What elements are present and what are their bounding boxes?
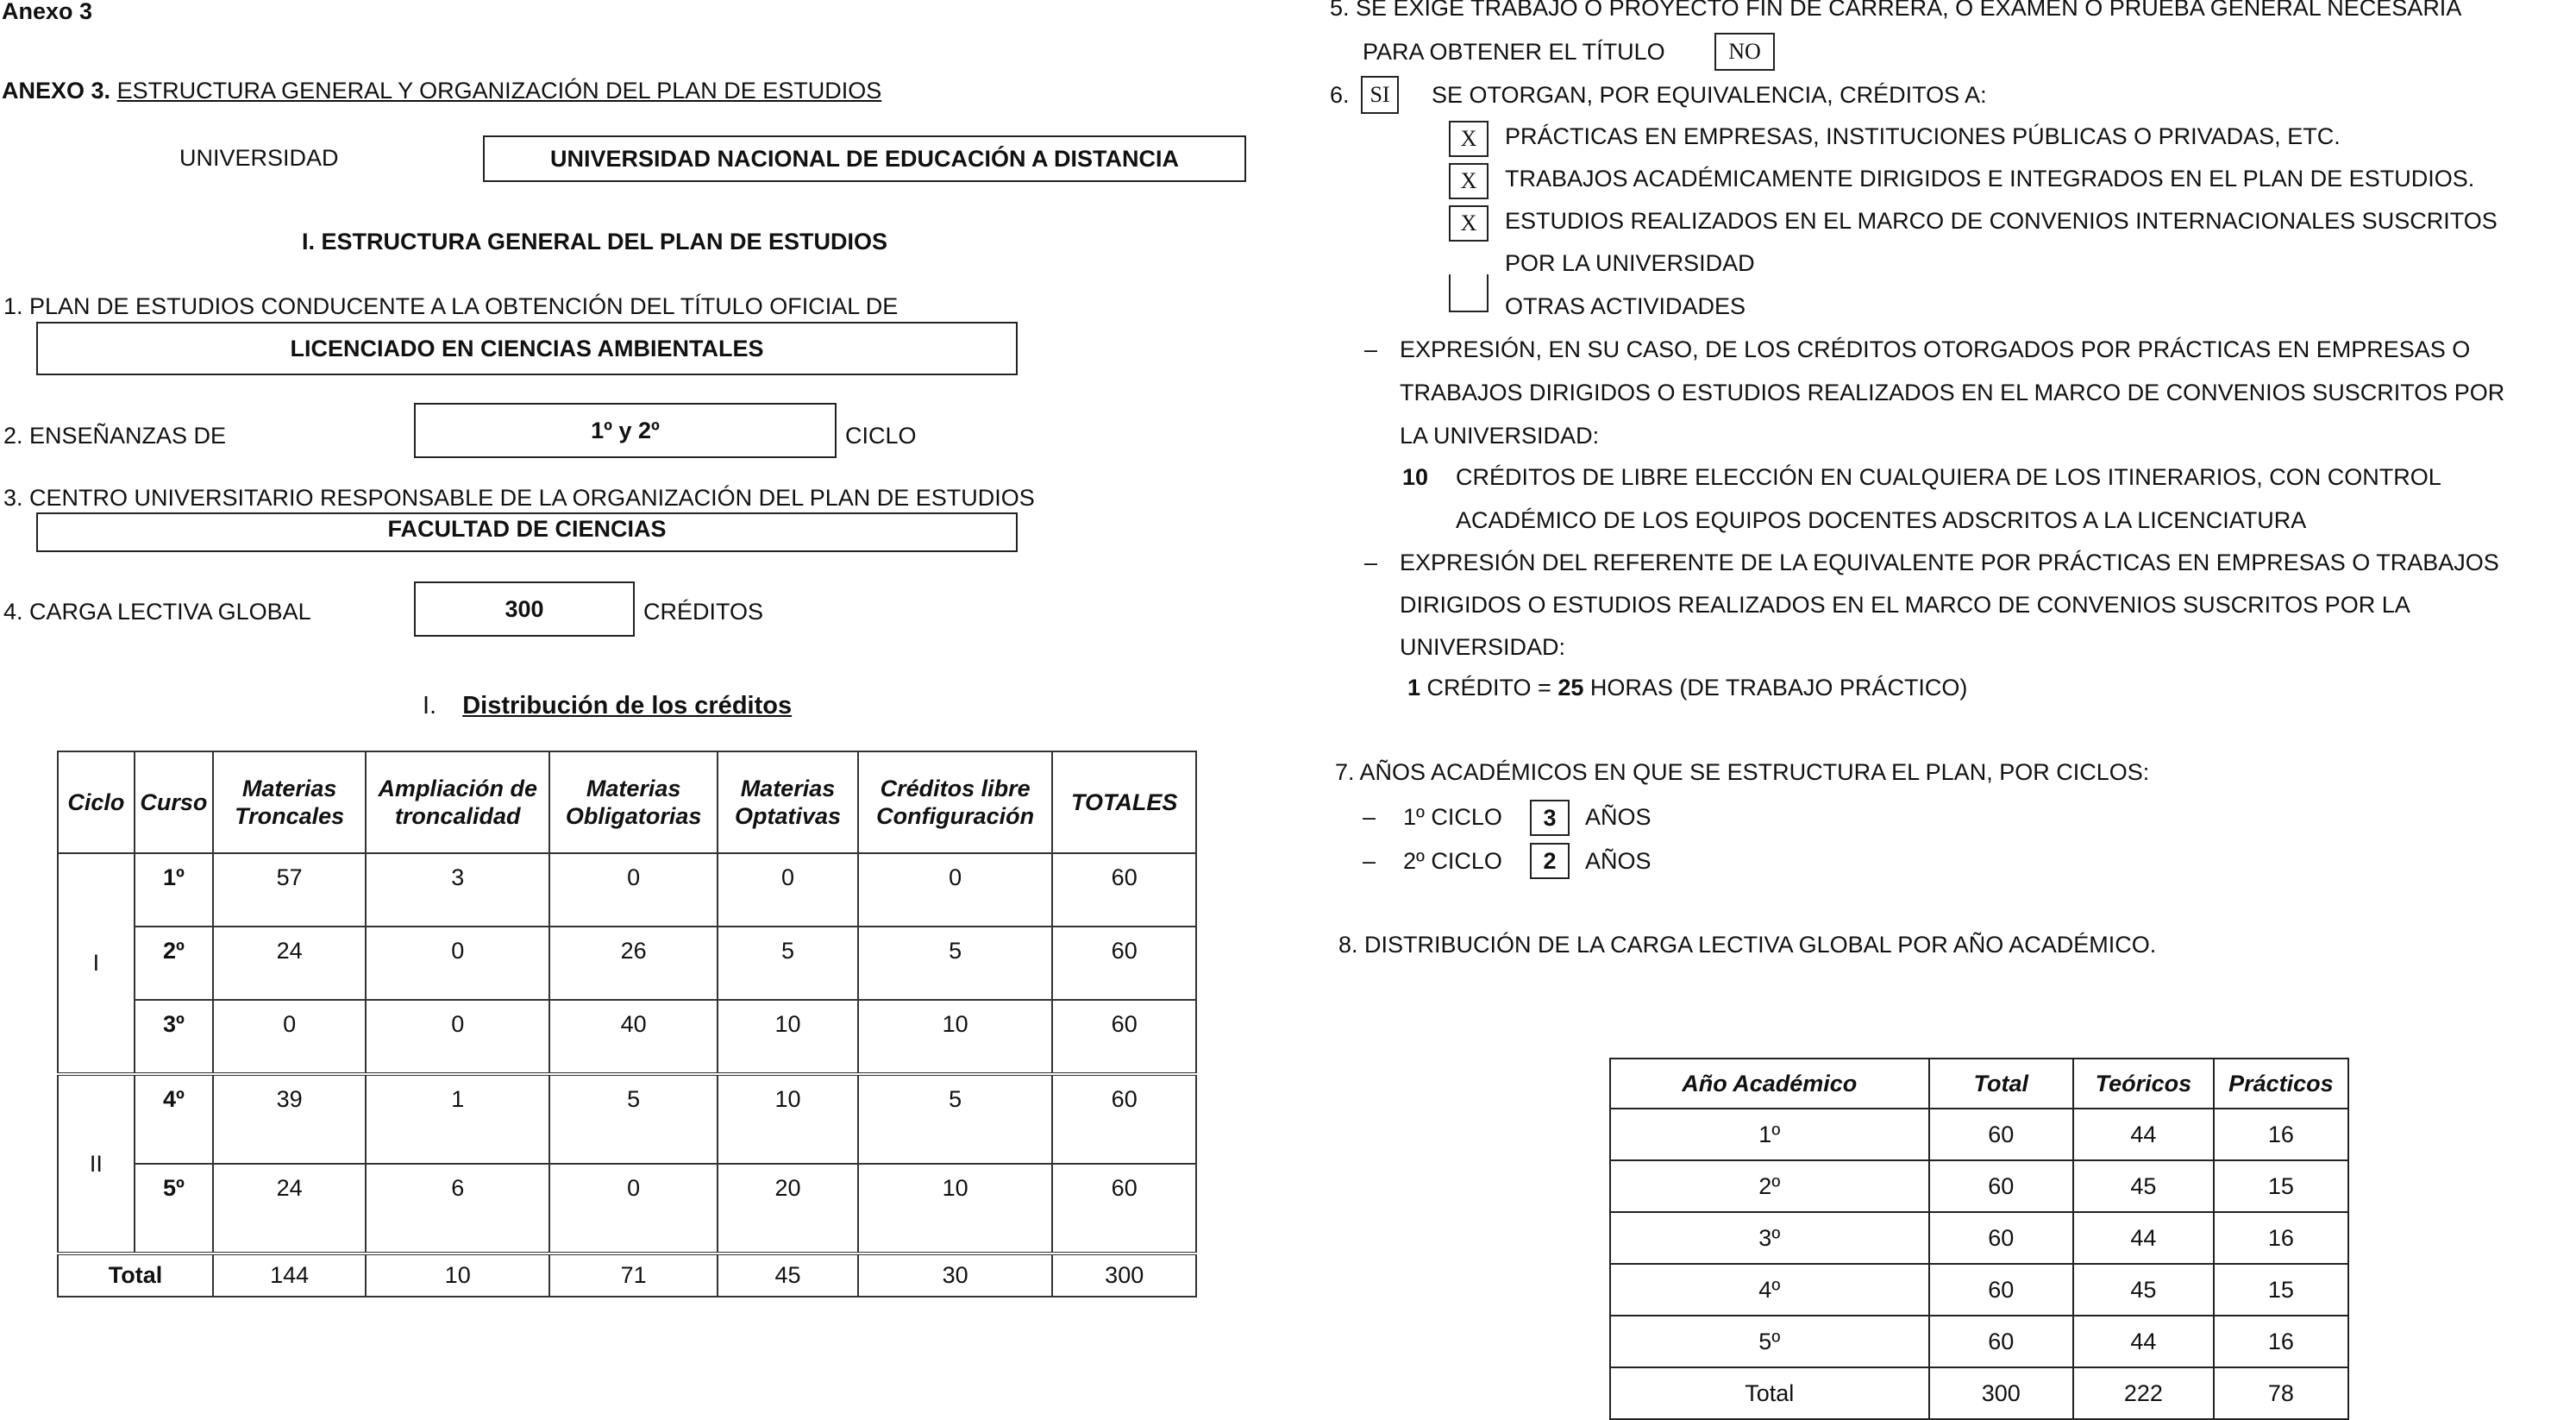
header-totales: TOTALES	[1052, 751, 1196, 853]
annex-heading	[2, 78, 881, 104]
table-cell: 26	[549, 927, 718, 1000]
table-row	[58, 853, 1196, 927]
table-cell: 16	[2214, 1109, 2348, 1160]
credits-distribution-table	[57, 751, 1197, 1297]
credits-header-row	[58, 751, 1196, 853]
item2-suffix: CICLO	[845, 423, 917, 449]
year-header-row	[1610, 1059, 2348, 1109]
header-curso: Curso	[135, 751, 213, 853]
item5-no-box: NO	[1714, 33, 1775, 71]
annex-heading-prefix: ANEXO 3.	[2, 78, 111, 104]
item8-label: 8. DISTRIBUCIÓN DE LA CARGA LECTIVA GLOBAL POR AÑO ACADÉMICO.	[1338, 932, 2157, 958]
table-cell: 44	[2073, 1109, 2214, 1160]
universidad-box: UNIVERSIDAD NACIONAL DE EDUCACIÓN A DISTANCIA	[483, 135, 1246, 182]
header-teoricos: Teóricos	[2073, 1059, 2214, 1109]
table-cell: 5	[858, 1074, 1053, 1164]
exp2-line: DIRIGIDOS O ESTUDIOS REALIZADOS EN EL MARCO DE CONVENIOS SUSCRITOS POR LA	[1400, 592, 2410, 618]
table-cell: 60	[1929, 1316, 2073, 1367]
anos-label: AÑOS	[1585, 804, 1652, 830]
table-cell: 5	[718, 927, 858, 1000]
table-cell: 45	[2073, 1264, 2214, 1316]
check-text-continuation: POR LA UNIVERSIDAD	[1505, 250, 1755, 276]
total-row	[1610, 1367, 2348, 1419]
anos-label: AÑOS	[1585, 848, 1652, 874]
table-cell: 15	[2214, 1160, 2348, 1212]
ciclo-cell: II	[58, 1074, 135, 1253]
curso-cell: 1º	[135, 853, 213, 927]
table-cell: 60	[1929, 1160, 2073, 1212]
table-cell: 44	[2073, 1316, 2214, 1367]
table-cell: 0	[549, 1164, 718, 1253]
check-box: X	[1449, 205, 1489, 242]
annex-heading-title: ESTRUCTURA GENERAL Y ORGANIZACIÓN DEL PLAN DE ESTUDIOS	[116, 78, 882, 104]
header-ano: Año Académico	[1610, 1059, 1929, 1109]
table-cell: 60	[1052, 1074, 1196, 1164]
table-cell: 3	[366, 853, 549, 927]
item5-line1: 5. SE EXIGE TRABAJO O PROYECTO FIN DE CARRERA, O EXAMEN O PRUEBA GENERAL NECESARIA	[1330, 0, 2462, 21]
item7-label: 7. AÑOS ACADÉMICOS EN QUE SE ESTRUCTURA EL PLAN, POR CICLOS:	[1335, 759, 2150, 785]
exp1-detail: ACADÉMICO DE LOS EQUIPOS DOCENTES ADSCRITOS A LA LICENCIATURA	[1456, 507, 2307, 533]
table-cell: 5	[858, 927, 1053, 1000]
ciclo-cell: I	[58, 853, 135, 1074]
table-row	[1610, 1109, 2348, 1160]
table-cell: 0	[366, 927, 549, 1000]
table-row	[58, 1000, 1196, 1074]
table-cell: 10	[858, 1164, 1053, 1253]
exp1-num: 10	[1402, 464, 1429, 490]
header-obligatorias: Materias Obligatorias	[549, 751, 718, 853]
header-ciclo: Ciclo	[58, 751, 135, 853]
table-row	[1610, 1316, 2348, 1367]
table-cell: 44	[2073, 1212, 2214, 1264]
ciclo1-box: 3	[1530, 800, 1570, 836]
dash: –	[1364, 336, 1378, 362]
table-cell: 0	[718, 853, 858, 927]
item3-label: 3. CENTRO UNIVERSITARIO RESPONSABLE DE LA ORGANIZACIÓN DEL PLAN DE ESTUDIOS	[3, 485, 1035, 511]
check-box	[1449, 274, 1489, 312]
total-cell: 10	[366, 1253, 549, 1297]
credit-eq-text: CRÉDITO =	[1420, 675, 1558, 701]
item4-box: 300	[414, 581, 635, 637]
table-cell: 60	[1052, 927, 1196, 1000]
table-row	[58, 1164, 1196, 1253]
credit-eq-hours: 25	[1558, 675, 1584, 701]
item6-number: 6.	[1330, 82, 1350, 108]
dist-number: I.	[423, 692, 437, 719]
section-i-title: I. ESTRUCTURA GENERAL DEL PLAN DE ESTUDIOS	[302, 229, 888, 254]
table-cell: 1	[366, 1074, 549, 1164]
year-cell: 4º	[1610, 1264, 1929, 1316]
total-cell: 78	[2214, 1367, 2348, 1419]
check-box: X	[1449, 163, 1489, 199]
table-row	[58, 927, 1196, 1000]
exp1-line: EXPRESIÓN, EN SU CASO, DE LOS CRÉDITOS OTORGADOS POR PRÁCTICAS EN EMPRESAS O	[1400, 336, 2471, 362]
table-row	[58, 1074, 1196, 1164]
table-cell: 20	[718, 1164, 858, 1253]
table-row	[1610, 1160, 2348, 1212]
table-cell: 0	[213, 1000, 366, 1074]
table-cell: 16	[2214, 1212, 2348, 1264]
dash: –	[1364, 550, 1378, 575]
total-cell: 300	[1052, 1253, 1196, 1297]
ciclo1-label: 1º CICLO	[1403, 804, 1502, 830]
total-label: Total	[58, 1253, 213, 1297]
table-cell: 0	[549, 853, 718, 927]
item1-label: 1. PLAN DE ESTUDIOS CONDUCENTE A LA OBTENCIÓN DEL TÍTULO OFICIAL DE	[3, 293, 899, 319]
curso-cell: 3º	[135, 1000, 213, 1074]
dist-title: Distribución de los créditos	[462, 692, 793, 719]
year-cell: 3º	[1610, 1212, 1929, 1264]
table-cell: 40	[549, 1000, 718, 1074]
universidad-label: UNIVERSIDAD	[179, 145, 339, 171]
table-cell: 45	[2073, 1160, 2214, 1212]
header-troncales: Materias Troncales	[213, 751, 366, 853]
header-optativas: Materias Optativas	[718, 751, 858, 853]
table-cell: 60	[1052, 1164, 1196, 1253]
curso-cell: 4º	[135, 1074, 213, 1164]
exp1-line: TRABAJOS DIRIGIDOS O ESTUDIOS REALIZADOS EN EL MARCO DE CONVENIOS SUSCRITOS POR	[1400, 380, 2505, 405]
credit-eq-number: 1	[1407, 675, 1421, 701]
table-row	[1610, 1212, 2348, 1264]
item3-box	[36, 512, 1018, 552]
total-cell: 71	[549, 1253, 718, 1297]
year-cell: 5º	[1610, 1316, 1929, 1367]
ciclo2-label: 2º CICLO	[1403, 848, 1502, 874]
credit-equivalence	[1407, 675, 1967, 701]
table-cell: 10	[858, 1000, 1053, 1074]
header-total: Total	[1929, 1059, 2073, 1109]
year-cell: 1º	[1610, 1109, 1929, 1160]
table-cell: 16	[2214, 1316, 2348, 1367]
header-practicos: Prácticos	[2214, 1059, 2348, 1109]
curso-cell: 2º	[135, 927, 213, 1000]
curso-cell: 5º	[135, 1164, 213, 1253]
check-text: ESTUDIOS REALIZADOS EN EL MARCO DE CONVENIOS INTERNACIONALES SUSCRITOS	[1505, 208, 2498, 234]
header-libre-configuracion: Créditos libre Configuración	[858, 751, 1053, 853]
item6-text: SE OTORGAN, POR EQUIVALENCIA, CRÉDITOS A:	[1432, 82, 1987, 108]
table-cell: 0	[366, 1000, 549, 1074]
table-cell: 57	[213, 853, 366, 927]
table-cell: 60	[1052, 853, 1196, 927]
ciclo2-box: 2	[1530, 843, 1570, 879]
dash: –	[1363, 804, 1376, 830]
item2-label: 2. ENSEÑANZAS DE	[3, 423, 227, 449]
year-distribution-table	[1609, 1058, 2349, 1420]
exp1-line: LA UNIVERSIDAD:	[1400, 423, 1600, 449]
total-cell: 45	[718, 1253, 858, 1297]
table-cell: 10	[718, 1074, 858, 1164]
table-cell: 60	[1929, 1109, 2073, 1160]
table-cell: 60	[1052, 1000, 1196, 1074]
check-text: PRÁCTICAS EN EMPRESAS, INSTITUCIONES PÚBLICAS O PRIVADAS, ETC.	[1505, 123, 2341, 149]
table-cell: 60	[1929, 1264, 2073, 1316]
table-cell: 15	[2214, 1264, 2348, 1316]
header-ampliacion: Ampliación de troncalidad	[366, 751, 549, 853]
total-cell: 300	[1929, 1367, 2073, 1419]
table-row	[1610, 1264, 2348, 1316]
total-cell: 30	[858, 1253, 1053, 1297]
item5-line2: PARA OBTENER EL TÍTULO	[1363, 39, 1665, 65]
exp1-detail: CRÉDITOS DE LIBRE ELECCIÓN EN CUALQUIERA DE LOS ITINERARIOS, CON CONTROL	[1456, 464, 2441, 490]
total-cell: 222	[2073, 1367, 2214, 1419]
item4-suffix: CRÉDITOS	[643, 599, 764, 625]
item6-si-box: SI	[1361, 76, 1399, 114]
item4-label: 4. CARGA LECTIVA GLOBAL	[3, 599, 311, 625]
credit-eq-text2: HORAS (DE TRABAJO PRÁCTICO)	[1583, 675, 1968, 701]
total-cell: 144	[213, 1253, 366, 1297]
item3-value: FACULTAD DE CIENCIAS	[387, 516, 667, 542]
item1-box: LICENCIADO EN CIENCIAS AMBIENTALES	[36, 322, 1018, 375]
item2-box: 1º y 2º	[414, 403, 837, 458]
check-text: OTRAS ACTIVIDADES	[1505, 293, 1746, 319]
check-text: TRABAJOS ACADÉMICAMENTE DIRIGIDOS E INTEGRADOS EN EL PLAN DE ESTUDIOS.	[1505, 166, 2475, 192]
table-cell: 24	[213, 1164, 366, 1253]
table-cell: 24	[213, 927, 366, 1000]
check-box: X	[1449, 121, 1489, 157]
total-row	[58, 1253, 1196, 1297]
table-cell: 5	[549, 1074, 718, 1164]
table-cell: 10	[718, 1000, 858, 1074]
dash: –	[1363, 848, 1376, 874]
dist-heading	[423, 692, 792, 720]
table-cell: 0	[858, 853, 1053, 927]
exp2-line: EXPRESIÓN DEL REFERENTE DE LA EQUIVALENTE POR PRÁCTICAS EN EMPRESAS O TRABAJOS	[1400, 550, 2499, 575]
table-cell: 6	[366, 1164, 549, 1253]
annex-label: Anexo 3	[2, 0, 93, 24]
year-total-label: Total	[1610, 1367, 1929, 1419]
exp2-line: UNIVERSIDAD:	[1400, 634, 1566, 660]
table-cell: 39	[213, 1074, 366, 1164]
table-cell: 60	[1929, 1212, 2073, 1264]
year-cell: 2º	[1610, 1160, 1929, 1212]
